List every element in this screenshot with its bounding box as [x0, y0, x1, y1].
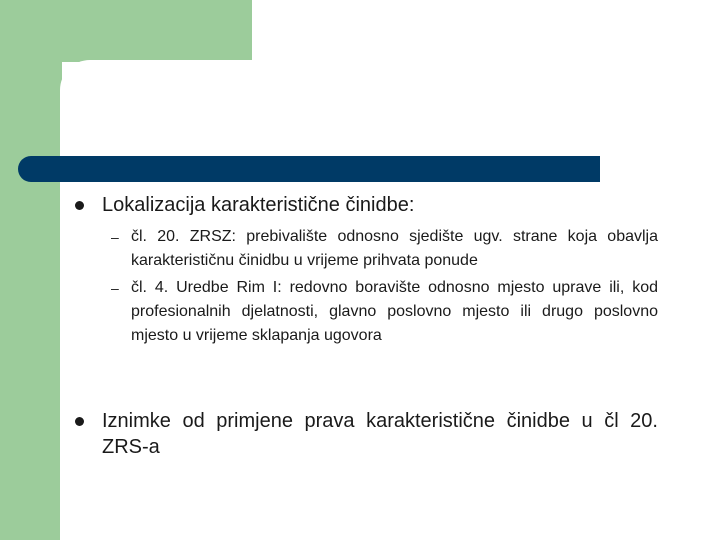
title-bar [18, 156, 600, 182]
bullet-dot [75, 417, 84, 426]
bullet-text: Iznimke od primjene prava karakteristične činidbe u čl 20. ZRS-a [102, 410, 658, 458]
left-accent-band [0, 0, 62, 540]
sub-bullet-text: čl. 4. Uredbe Rim I: redovno boravište odnosno mjesto uprave ili, kod profesionalnih djelatnosti, glavno poslovno mjesto ili drugo poslovno mjesto u vrijeme sklapanja ugovora [131, 279, 658, 344]
bullet-text: Lokalizacija karakteristične činidbe: [102, 194, 415, 216]
sub-bullet-marker: – [111, 229, 119, 245]
top-accent-band [0, 0, 252, 62]
bullet-dot [75, 201, 84, 210]
sub-bullet-marker: – [111, 280, 119, 296]
sub-bullet-text: čl. 20. ZRSZ: prebivalište odnosno sjedište ugv. strane koja obavlja karakterističnu činidbu u vrijeme prihvata ponude [131, 228, 658, 269]
